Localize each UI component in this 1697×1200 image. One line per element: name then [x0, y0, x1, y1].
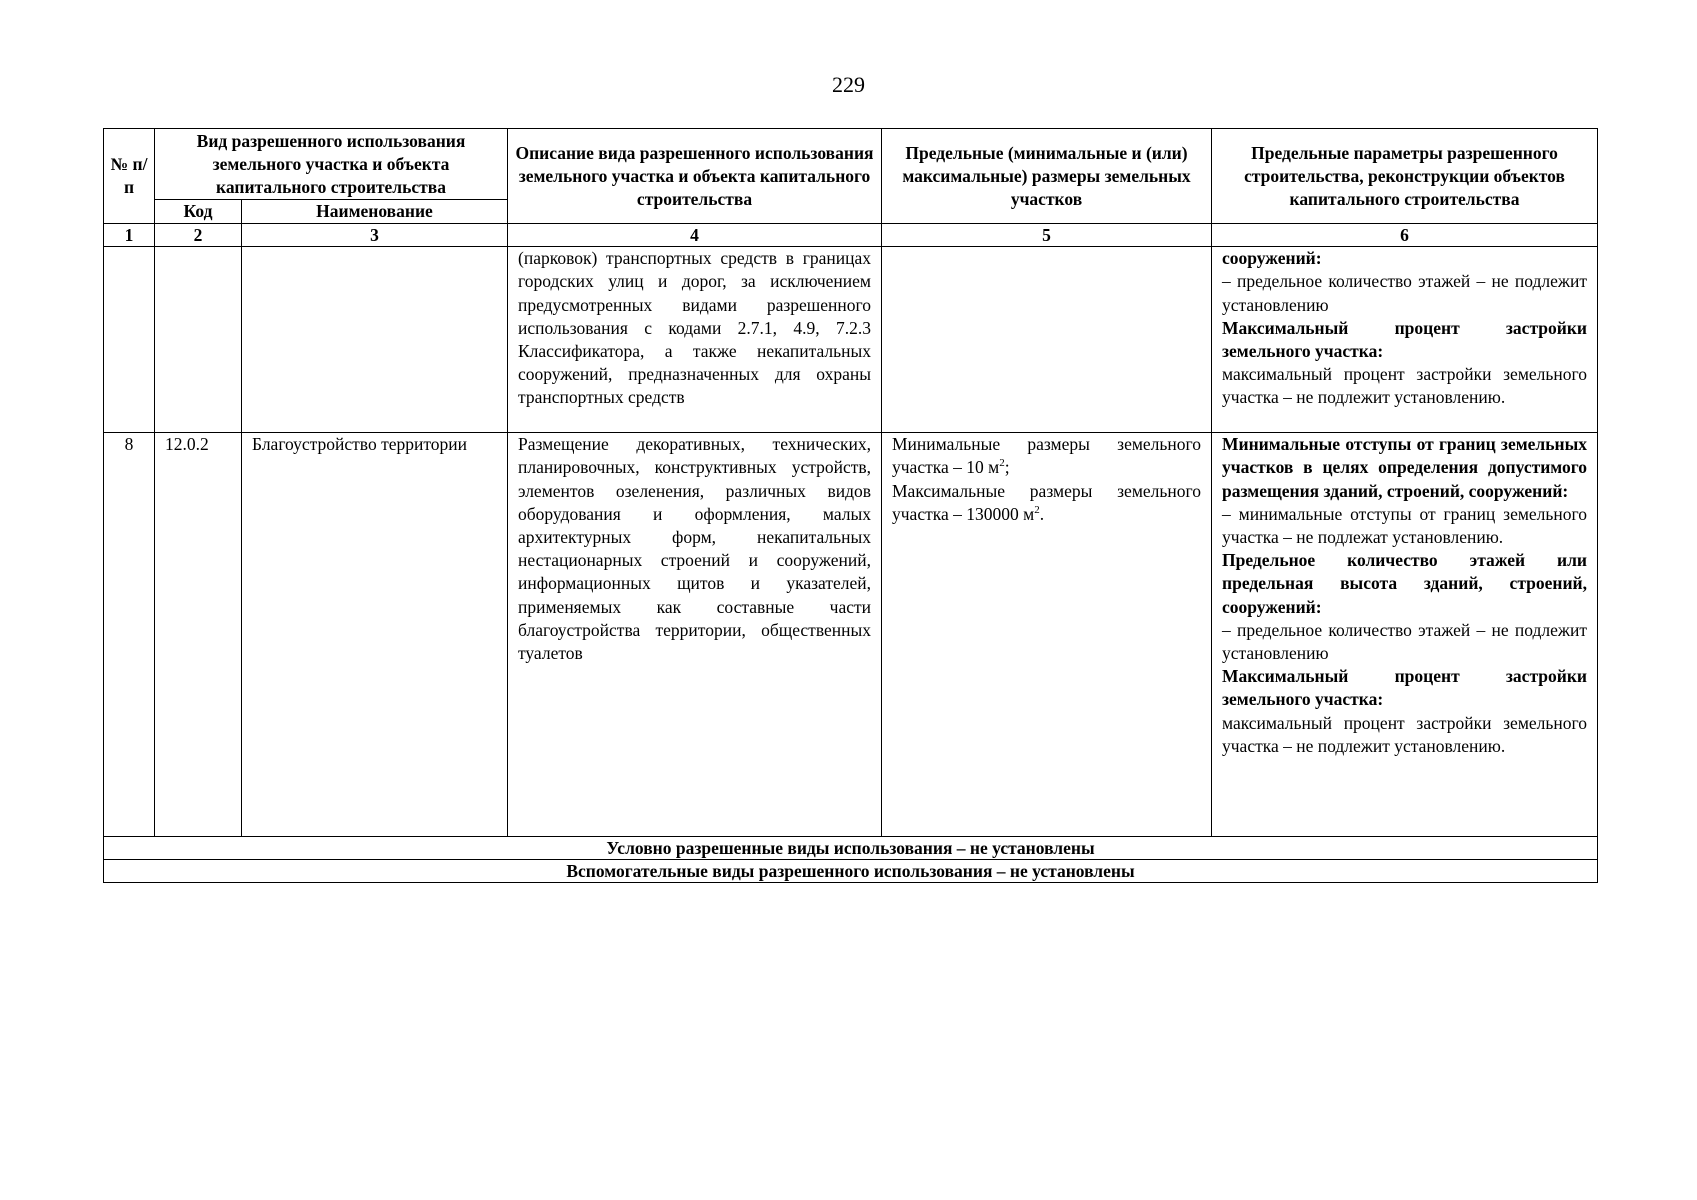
row-number-cell — [104, 247, 155, 433]
param-heading: Максимальный процент застройки земельного участка: — [1222, 317, 1587, 362]
min-plot-size: Минимальные размеры земельного участка – 10 $м^2$; — [892, 434, 1201, 478]
header-plot-sizes: Предельные (минимальные и (или) максимальные) размеры земельных участков — [882, 129, 1212, 224]
name-cell — [242, 247, 508, 433]
description-cell: (парковок) транспортных средств в границах городских улиц и дорог, за исключением предусмотренных видами разрешенного использования с кодами 2.7.1, 4.9, 7.2.3 Классификатора, а также некапитальных сооружений, предназначенных для охраны транспортных средств — [508, 247, 882, 433]
auxiliary-uses-note: Вспомогательные виды разрешенного использования – не установлены — [104, 860, 1598, 883]
column-number: 6 — [1212, 224, 1598, 247]
column-number: 5 — [882, 224, 1212, 247]
description-cell: Размещение декоративных, технических, планировочных, конструктивных устройств, элементов озеленения, различных видов оборудования и оформления, малых архитектурных форм, некапитальных нестационарных строений и сооружений, информационных щитов и указателей, применяемых как составные части благоустройства территории, общественных туалетов — [508, 433, 882, 837]
table-row — [104, 433, 1598, 837]
param-heading: Минимальные отступы от границ земельных участков в целях определения допустимого размещения зданий, строений, сооружений: — [1222, 434, 1587, 501]
plot-sizes-cell — [882, 433, 1212, 837]
param-value: максимальный процент застройки земельного участка – не подлежит установлению. — [1222, 712, 1587, 756]
param-heading: Предельное количество этажей или предельная высота зданий, строений, сооружений: — [1222, 550, 1587, 617]
header-permitted-use-group: Вид разрешенного использования земельного участка и объекта капитального строительства — [155, 129, 508, 200]
param-value: – предельное количество этажей – не подлежит установлению — [1222, 271, 1587, 315]
construction-params-cell — [1212, 433, 1598, 837]
column-number: 4 — [508, 224, 882, 247]
column-number: 3 — [242, 224, 508, 247]
code-cell: 12.0.2 — [155, 433, 242, 837]
header-construction-params: Предельные параметры разрешенного строительства, реконструкции объектов капитального строительства — [1212, 129, 1598, 224]
page-number: 229 — [832, 72, 865, 97]
plot-sizes-cell — [882, 247, 1212, 433]
row-number-cell: 8 — [104, 433, 155, 837]
param-value: максимальный процент застройки земельного участка – не подлежит установлению. — [1222, 364, 1587, 408]
column-number: 2 — [155, 224, 242, 247]
header-description: Описание вида разрешенного использования земельного участка и объекта капитального строительства — [508, 129, 882, 224]
header-number: № п/п — [104, 129, 155, 224]
header-name: Наименование — [242, 200, 508, 224]
param-value: – предельное количество этажей – не подлежит установлению — [1222, 619, 1587, 664]
header-code: Код — [155, 200, 242, 224]
param-heading: сооружений: — [1222, 248, 1322, 269]
param-heading: Максимальный процент застройки земельного участка: — [1222, 666, 1587, 710]
land-use-regulations-table — [103, 128, 1598, 883]
construction-params-cell — [1212, 247, 1598, 433]
conditional-uses-note: Условно разрешенные виды использования – не установлены — [104, 837, 1598, 860]
column-number: 1 — [104, 224, 155, 247]
code-cell — [155, 247, 242, 433]
name-cell: Благоустройство территории — [242, 433, 508, 837]
max-plot-size: Максимальные размеры земельного участка – 130000 $м^2$. — [892, 480, 1201, 524]
table-row — [104, 247, 1598, 433]
param-value: – минимальные отступы от границ земельного участка – не подлежат установлению. — [1222, 503, 1587, 548]
